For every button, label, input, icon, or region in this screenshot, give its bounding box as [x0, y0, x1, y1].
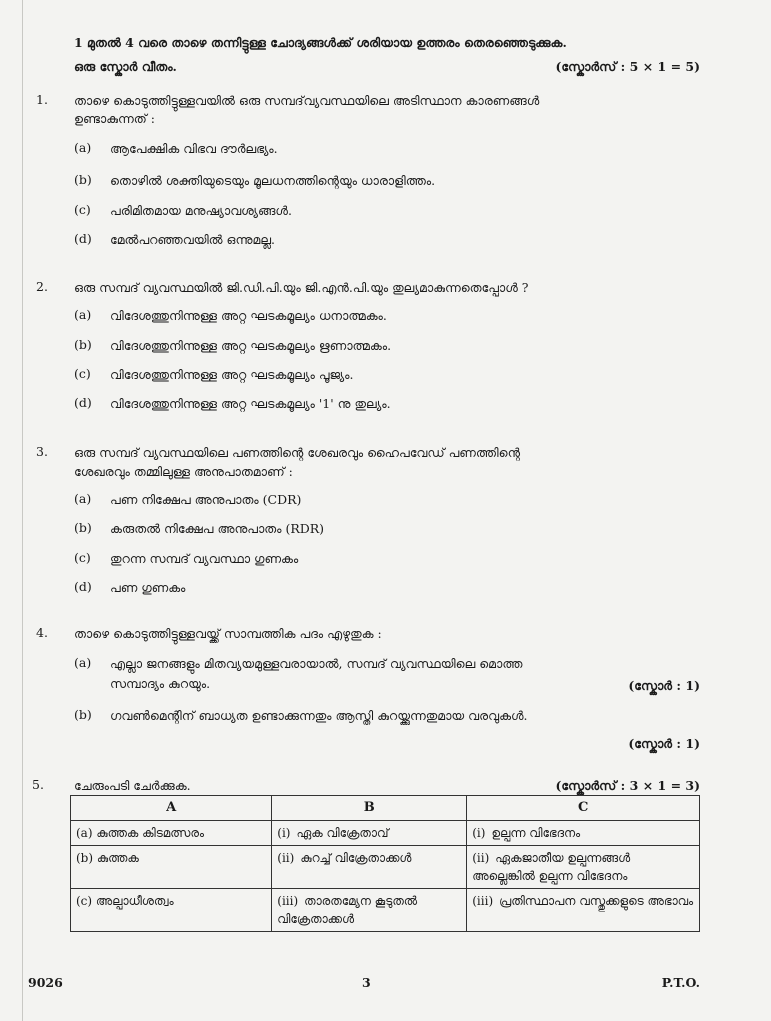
row-1-col-c: [467, 821, 700, 846]
q2-option-c-label: (c): [74, 366, 91, 381]
q4-a-line-2: സമ്പാദ്യം കുറയും.: [110, 676, 211, 691]
match-table: [70, 795, 700, 932]
q4-number: 4.: [36, 625, 48, 640]
q2-option-b-text: വിദേശത്തുനിന്നുള്ള അറ്റ ഘടകമൂല്യം ഋണാത്മകം.: [110, 338, 392, 353]
q4-b-score: (സ്കോർ : 1): [628, 736, 700, 751]
row-3-col-b-num: (iii): [277, 894, 299, 908]
q4-b-label: (b): [74, 707, 92, 722]
q2-option-d-text: വിദേശത്തുനിന്നുള്ള അറ്റ ഘടകമൂല്യം '1' നു തുല്യം.: [110, 396, 391, 411]
row-2-col-b: [272, 846, 467, 889]
pto-label: P.T.O.: [661, 975, 700, 990]
q3-option-b-text: കരുതൽ നിക്ഷേപ അനുപാതം (RDR): [110, 521, 325, 536]
q4-a-label: (a): [74, 655, 92, 670]
row-1-col-b-num: (i): [277, 826, 291, 840]
q4-a-score: (സ്കോർ : 1): [628, 678, 700, 693]
row-1-col-c-num: (i): [472, 826, 486, 840]
row-1-col-b-text: ഏക വിക്രേതാവ്: [296, 826, 389, 840]
q4-a-line-1: എല്ലാ ജനങ്ങളും മിതവ്യയമുള്ളവരായാൽ, സമ്പദ് വ്യവസ്ഥയിലെ മൊത്ത: [110, 656, 523, 671]
q1-option-c-label: (c): [74, 202, 91, 217]
q2-option-d-label: (d): [74, 395, 92, 410]
q1-option-a-label: (a): [74, 140, 92, 155]
row-3-col-a: (c) അല്പാധീശത്വം: [71, 889, 272, 932]
q3-number: 3.: [36, 444, 48, 459]
q3-option-c-label: (c): [74, 550, 91, 565]
q2-text: ഒരു സമ്പദ് വ്യവസ്ഥയിൽ ജി.ഡി.പി.യും ജി.എൻ.പി.യും തുല്യമാകുന്നതെപ്പോൾ ?: [74, 280, 529, 295]
match-table-header-row: [71, 796, 700, 821]
row-3-col-c-text: പ്രതിസ്ഥാപന വസ്തുക്കളുടെ അഭാവം: [499, 894, 694, 908]
q1-number: 1.: [36, 92, 48, 107]
row-3-col-b: [272, 889, 467, 932]
row-2-col-c: [467, 846, 700, 889]
column-b-header: B: [272, 796, 467, 821]
q5-text: ചേരുംപടി ചേർക്കുക.: [74, 778, 191, 793]
q3-option-a-text: പണ നിക്ഷേപ അനുപാതം (CDR): [110, 492, 302, 507]
q2-option-c-text: വിദേശത്തുനിന്നുള്ള അറ്റ ഘടകമൂല്യം പൂജ്യം.: [110, 367, 354, 382]
table-row: [71, 846, 700, 889]
q3-option-d-label: (d): [74, 579, 92, 594]
row-1-col-b: [272, 821, 467, 846]
row-3-col-c-num: (iii): [472, 894, 494, 908]
row-2-col-a: (b) കുത്തക: [71, 846, 272, 889]
row-2-col-c-num: (ii): [472, 851, 490, 865]
q4-text: താഴെ കൊടുത്തിട്ടുള്ളവയ്ക്ക് സാമ്പത്തിക പദം എഴുതുക :: [74, 626, 382, 641]
q3-option-a-label: (a): [74, 491, 92, 506]
q1-option-d-text: മേൽപറഞ്ഞവയിൽ ഒന്നുമല്ല.: [110, 232, 276, 247]
q4-b-text: ഗവൺമെന്റിന് ബാധ്യത ഉണ്ടാക്കുന്നതും ആസ്തി കുറയ്ക്കുന്നതുമായ വരവുകൾ.: [110, 708, 528, 723]
q2-option-a-text: വിദേശത്തുനിന്നുള്ള അറ്റ ഘടകമൂല്യം ധനാത്മകം.: [110, 308, 387, 323]
q1-option-c-text: പരിമിതമായ മനുഷ്യാവശ്യങ്ങൾ.: [110, 203, 292, 218]
q2-option-a-label: (a): [74, 307, 92, 322]
row-2-col-b-num: (ii): [277, 851, 295, 865]
q3-option-c-text: തുറന്ന സമ്പദ് വ്യവസ്ഥാ ഗുണകം: [110, 551, 299, 566]
row-3-col-c: [467, 889, 700, 932]
q1-option-d-label: (d): [74, 231, 92, 246]
column-a-header: A: [71, 796, 272, 821]
instruction-line-2: ഒരു സ്കോർ വീതം.: [74, 59, 177, 74]
q1-option-a-text: ആപേക്ഷിക വിഭവ ദൗർലഭ്യം.: [110, 141, 278, 156]
q5-score: (സ്കോർസ് : 3 × 1 = 3): [555, 778, 700, 793]
q1-text-line-1: താഴെ കൊടുത്തിട്ടുള്ളവയിൽ ഒരു സമ്പദ്‌വ്യവസ്ഥയിലെ അടിസ്ഥാന കാരണങ്ങൾ: [74, 93, 540, 108]
q2-option-b-label: (b): [74, 337, 92, 352]
instruction-line-1: 1 മുതൽ 4 വരെ താഴെ തന്നിട്ടുള്ള ചോദ്യങ്ങൾക്ക് ശരിയായ ഉത്തരം തെരഞ്ഞെടുക്കുക.: [74, 35, 567, 50]
row-1-col-a: (a) കുത്തക കിടമത്സരം: [71, 821, 272, 846]
q3-option-b-label: (b): [74, 520, 92, 535]
paper-code: 9026: [28, 975, 63, 990]
q1-option-b-label: (b): [74, 172, 92, 187]
page-number: 3: [362, 975, 371, 990]
row-1-col-c-text: ഉല്പന്ന വിഭേദനം: [491, 826, 581, 840]
column-c-header: C: [467, 796, 700, 821]
page-edge-line: [22, 0, 23, 1021]
row-2-col-c-text: ഏകജാതീയ ഉല്പന്നങ്ങൾ അല്ലെങ്കിൽ ഉല്പന്ന വിഭേദനം: [472, 851, 631, 883]
q1-text-line-2: ഉണ്ടാകുന്നത് :: [74, 111, 155, 126]
q3-text-line-1: ഒരു സമ്പദ് വ്യവസ്ഥയിലെ പണത്തിന്റെ ശേഖരവും ഹൈപവേഡ് പണത്തിന്റെ: [74, 445, 520, 460]
q5-number: 5.: [32, 777, 44, 792]
instruction-score: (സ്കോർസ് : 5 × 1 = 5): [555, 59, 700, 74]
row-2-col-b-text: കുറച്ച് വിക്രേതാക്കൾ: [300, 851, 412, 865]
q3-option-d-text: പണ ഗുണകം: [110, 580, 186, 595]
q2-number: 2.: [36, 279, 48, 294]
row-3-col-b-text: താരതമ്യേന കൂടുതൽ വിക്രേതാക്കൾ: [277, 894, 418, 926]
table-row: [71, 821, 700, 846]
q1-option-b-text: തൊഴിൽ ശക്തിയുടെയും മൂലധനത്തിന്റെയും ധാരാളിത്തം.: [110, 173, 436, 188]
q3-text-line-2: ശേഖരവും തമ്മിലുള്ള അനുപാതമാണ് :: [74, 464, 293, 479]
table-row: [71, 889, 700, 932]
